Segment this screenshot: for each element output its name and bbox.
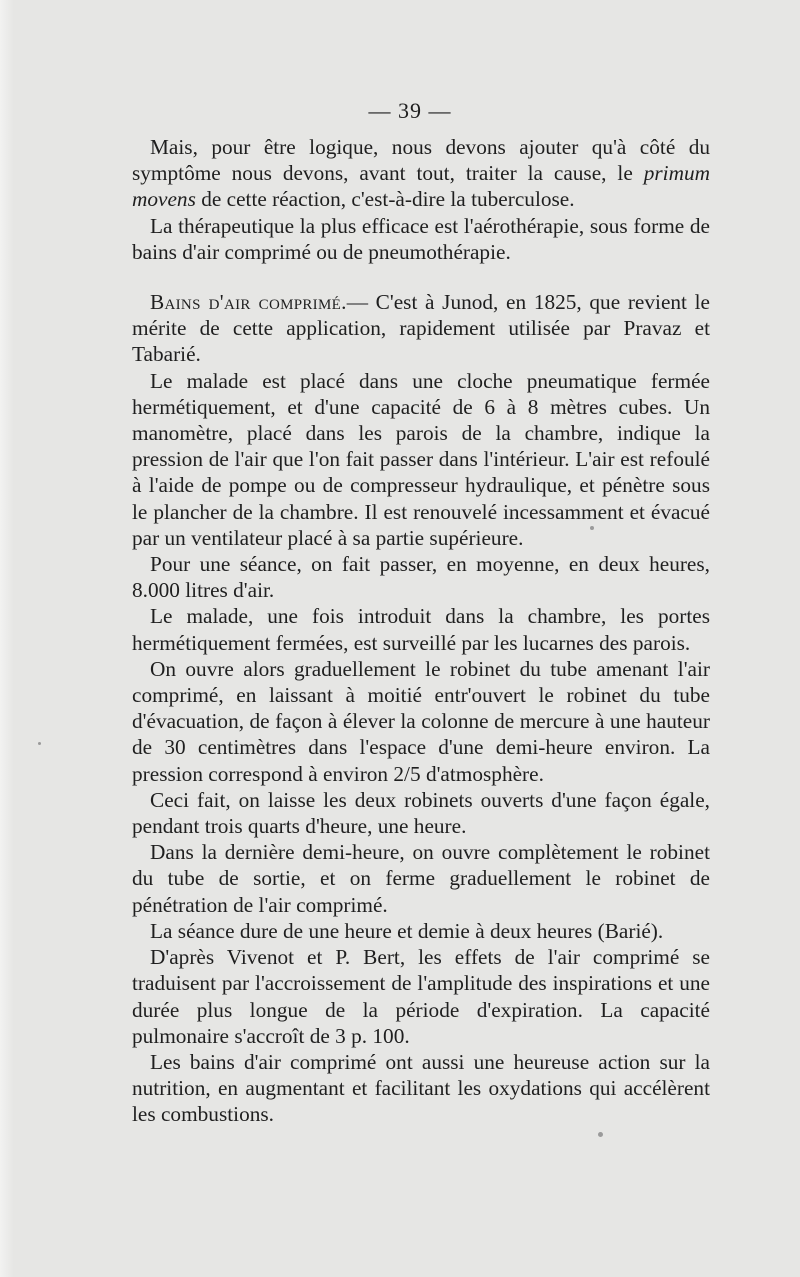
section-heading: Bains d'air comprimé. xyxy=(150,290,347,315)
paper-speck xyxy=(38,742,41,745)
paragraph-8: Ceci fait, on laisse les deux robinets ouverts d'une façon égale, pendant trois quarts d'heure, une heure. xyxy=(132,787,710,839)
paper-speck xyxy=(598,1132,603,1137)
paragraph-3 xyxy=(132,289,710,368)
paragraph-2: La thérapeutique la plus efficace est l'aérothérapie, sous forme de bains d'air comprimé ou de pneumothérapie. xyxy=(132,213,710,264)
paragraph-9: Dans la dernière demi-heure, on ouvre complètement le robinet du tube de sortie, et on ferme graduellement le robinet de pénétration de l'air comprimé. xyxy=(132,840,710,917)
paper-speck xyxy=(590,526,594,530)
page-edge xyxy=(0,0,14,1277)
paragraph-1-text: Mais, pour être logique, nous devons ajouter qu'à côté du symptôme nous devons, avant tout, traiter la cause, le xyxy=(132,135,710,186)
paragraph-3-text: — C'est à Junod, en 1825, que revient le mérite de cette application, rapidement utilisée par Pravaz et Tabarié. xyxy=(132,290,711,367)
page-number: — 39 — xyxy=(368,98,452,123)
paragraph-12: Les bains d'air comprimé ont aussi une heureuse action sur la nutrition, en augmentant et facilitant les oxydations qui accélèrent les combustions. xyxy=(132,1049,710,1127)
paragraph-1 xyxy=(132,134,710,213)
paragraph-6: Le malade, une fois introduit dans la chambre, les portes hermétiquement fermées, est surveillé par les lucarnes des parois. xyxy=(132,604,710,655)
paragraph-1-italic: primum movens xyxy=(132,161,710,212)
paragraph-7: On ouvre alors graduellement le robinet du tube amenant l'air comprimé, en laissant à moitié entr'ouvert le robinet du tube d'évacuation, de façon à élever la colonne de mercure à une hauteur de 30 centimètres dans l'espace d'une demi-heure environ. La pression correspond à environ 2/5 d'atmosphère. xyxy=(132,656,710,786)
body-text xyxy=(132,134,710,1128)
paragraph-11: D'après Vivenot et P. Bert, les effets de l'air comprimé se traduisent par l'accroissement de l'amplitude des inspirations et une durée plus longue de la période d'expiration. La capacité pulmonaire s'accroît de 3 p. 100. xyxy=(132,945,710,1048)
paragraph-10: La séance dure de une heure et demie à deux heures (Barié). xyxy=(150,918,664,943)
paragraph-1-text-end: de cette réaction, c'est-à-dire la tuberculose. xyxy=(195,187,575,212)
paragraph-5: Pour une séance, on fait passer, en moyenne, en deux heures, 8.000 litres d'air. xyxy=(132,552,710,603)
paragraph-4: Le malade est placé dans une cloche pneumatique fermée hermétiquement, et d'une capacité de 6 à 8 mètres cubes. Un manomètre, placé dans les parois de la chambre, indique la pression de l'air que l'on fait passer dans l'intérieur. L'air est refoulé à l'aide de pompe ou de compresseur hydraulique, et pénètre sous le plancher de la chambre. Il est renouvelé incessamment et évacué par un ventilateur placé à sa partie supérieure. xyxy=(132,368,710,550)
